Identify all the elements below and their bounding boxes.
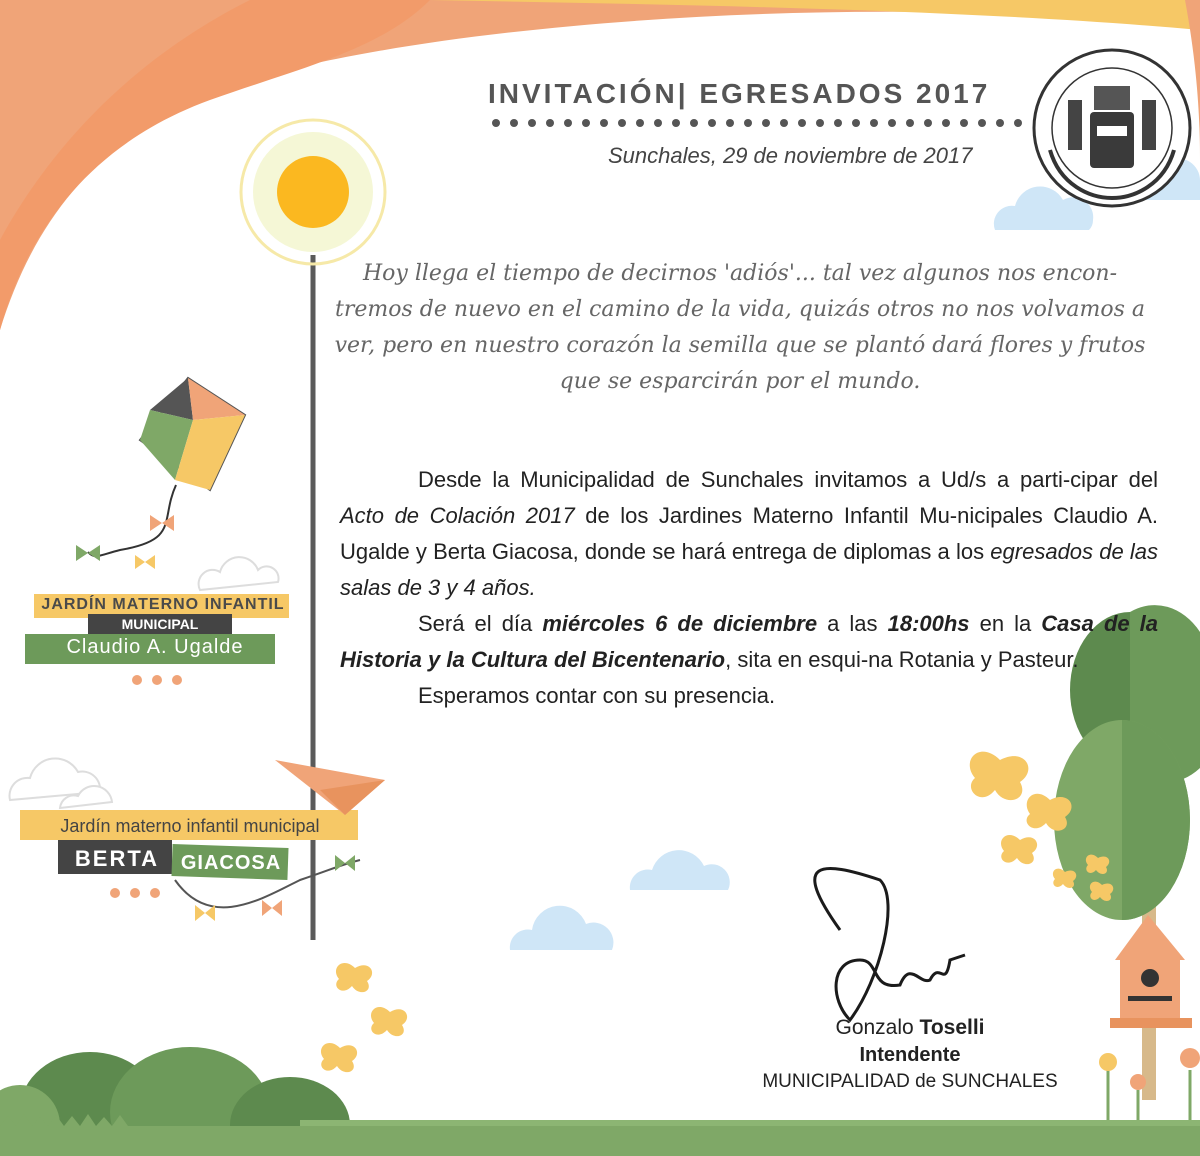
invitation-body: [340, 462, 1158, 714]
signature-scribble: [815, 868, 965, 1020]
event-time: 18:00hs: [887, 611, 970, 636]
sun-icon: [277, 156, 349, 228]
body-text: Desde la Municipalidad de Sunchales invitamos a Ud/s a parti-cipar del: [418, 467, 1158, 492]
event-date: miércoles 6 de diciembre: [542, 611, 818, 636]
cloud-icon-2: [630, 850, 730, 890]
invitation-date: Sunchales, 29 de noviembre de 2017: [608, 143, 973, 168]
title-dots: [492, 119, 1022, 127]
body-text: a las: [817, 611, 888, 636]
logo-giacosa-line1: Jardín materno infantil municipal: [60, 816, 320, 836]
signatory-name: [740, 1016, 1080, 1040]
municipal-seal-icon: [1034, 50, 1190, 206]
logo-ugalde-line3: Claudio A. Ugalde: [66, 636, 244, 658]
kite-icon: [76, 378, 245, 569]
signatory-first-name: Gonzalo: [835, 1016, 920, 1039]
body-paragraph-2: [340, 606, 1158, 678]
logo-ugalde-line1: JARDÍN MATERNO INFANTIL: [41, 596, 285, 613]
page-title: INVITACIÓN| EGRESADOS 2017: [488, 78, 991, 109]
logo-ugalde-line2: MUNICIPAL: [121, 616, 199, 632]
event-venue: Casa de la Historia y la Cultura del Bicentenario: [340, 611, 1159, 672]
body-paragraph-3: Esperamos contar con su presencia.: [418, 683, 776, 708]
body-text: Será el día: [418, 611, 543, 636]
signature-block: [740, 1016, 1080, 1093]
logo-giacosa-line3: GIACOSA: [180, 852, 282, 874]
body-text: en la: [969, 611, 1042, 636]
signatory-last-name: Toselli: [919, 1016, 985, 1039]
signatory-role: Intendente: [859, 1044, 961, 1066]
body-text: , sita en esqui-na Rotania y Pasteur.: [725, 647, 1079, 672]
body-paragraph-1: [340, 462, 1158, 606]
event-name: Acto de Colación 2017: [340, 503, 575, 528]
farewell-quote: Hoy llega el tiempo de decirnos 'adiós'... tal vez algunos nos encon-tremos de nuevo en el camino de la vida, quizás otros no nos volvamos a ver, pero en nuestro corazón la semilla que se plantó dará flores y frutos que se esparcirán por el mundo.: [334, 261, 1146, 394]
graduates-text: egresados de las salas de 3 y 4 años.: [340, 539, 1159, 600]
grass-strip: [0, 1126, 1200, 1156]
logo-giacosa-line2: BERTA: [74, 846, 160, 871]
birdhouse-icon: [1110, 915, 1192, 1028]
body-text: de los Jardines Materno Infantil Mu-nicipales Claudio A. Ugalde y Berta Giacosa, donde se hará entrega de diplomas a los: [340, 503, 1159, 564]
signatory-org: MUNICIPALIDAD de SUNCHALES: [762, 1071, 1058, 1092]
